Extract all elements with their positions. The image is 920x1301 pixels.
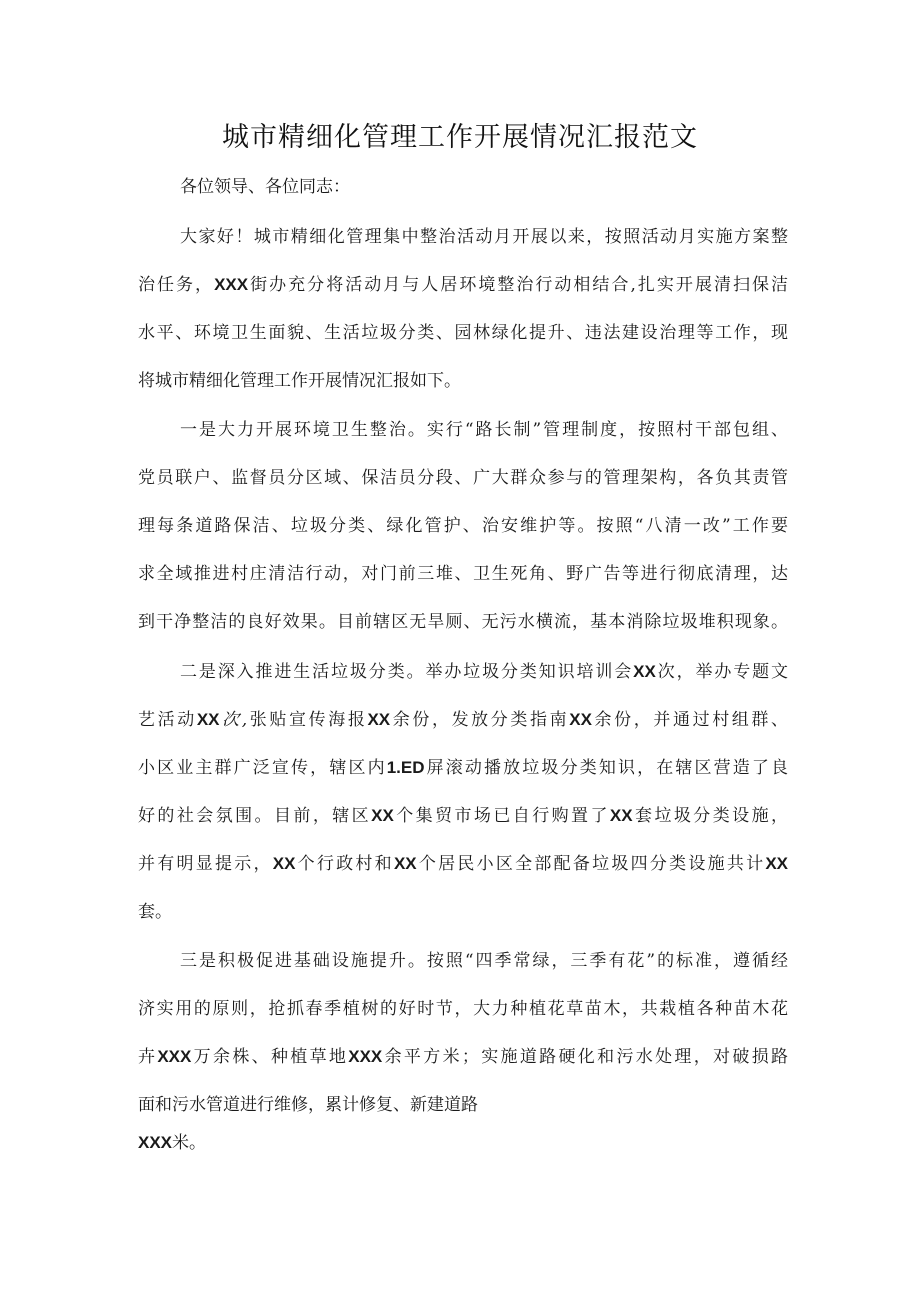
salutation: 各位领导、各位同志： [180,177,350,197]
para2-text: 个集贸市场已自行购置了 [393,806,610,826]
para2-text: 余份，并通过村组群、 [591,710,789,730]
placeholder-value: XX [196,710,220,729]
para2-line-1 [180,657,788,687]
para2-text: 套垃圾分类设施， [632,806,788,826]
para2-line-6: 套。 [138,902,172,922]
para2-line-5 [138,849,788,879]
placeholder-value: XX [609,806,633,825]
para1-line-2: 党员联户、监督员分区域、保洁员分段、广大群众参与的管理架构，各负其责管 [138,468,788,488]
placeholder-value: XXX [138,1133,173,1152]
para2-text: 好的社会氛围。目前，辖区 [138,806,372,826]
para1-line-5: 到干净整洁的良好效果。目前辖区无旱厕、无污水横流，基本消除垃圾堆积现象。 [138,612,788,632]
intro-line-3: 水平、环境卫生面貌、生活垃圾分类、园林绿化提升、违法建设治理等工作，现 [138,323,788,343]
para1-line-3: 理每条道路保洁、垃圾分类、绿化管护、治安维护等。按照“八清一改”工作要 [138,516,788,536]
placeholder-value: XX [272,854,296,873]
intro-text: 街办充分将活动月与人居环境整治行动相结合,扎实开展清扫保洁 [248,275,789,295]
para3-line-5 [138,1128,788,1158]
placeholder-value: XXX [214,275,249,294]
para3-text: 余平方米；实施道路硬化和污水处理，对破损路 [382,1047,789,1067]
placeholder-value: XX [371,806,394,825]
placeholder-value: XX [367,710,391,729]
placeholder-value: XXX [348,1047,383,1066]
intro-text: 治任务， [138,275,215,295]
para3-line-2: 济实用的原则，抢抓春季植树的好时节，大力种植花草苗木，共栽植各种苗木花 [138,999,788,1019]
placeholder-value: XX [393,854,417,873]
para2-line-2 [138,705,788,735]
para3-line-4: 面和污水管道进行维修，累计修复、新建道路 [138,1095,478,1115]
para2-line-3 [138,753,788,783]
placeholder-value: XX [569,710,592,729]
para3-text: 卉 [138,1047,158,1067]
para3-line-3 [138,1042,788,1072]
document-title: 城市精细化管理工作开展情况汇报范文 [222,122,698,153]
placeholder-value: XXX [157,1047,192,1066]
intro-line-1: 大家好！城市精细化管理集中整治活动月开展以来，按照活动月实施方案整 [180,227,788,247]
para3-text: 万余株、种植草地 [191,1047,349,1067]
placeholder-value: 1.ED [386,758,425,777]
para2-text: 艺活动 [138,710,197,730]
para2-text: 个居民小区全部配备垃圾四分类设施共计 [416,854,766,874]
para1-line-1: 一是大力开展环境卫生整治。实行“路长制”管理制度，按照村干部包组、 [180,420,788,440]
para3-line-1: 三是积极促进基础设施提升。按照“四季常绿，三季有花”的标准，遵循经 [180,951,788,971]
para2-text: 余份，发放分类指南 [390,710,570,730]
placeholder-value: XX [765,854,789,873]
intro-line-4: 将城市精细化管理工作开展情况汇报如下。 [138,371,461,391]
para2-text: 小区业主群广泛宣传，辖区内 [138,758,387,778]
para2-text: 次，举办专题文 [655,662,789,682]
placeholder-value: XX [633,662,656,681]
para2-text: 次, [219,710,248,730]
para2-text: 个行政村和 [295,854,394,874]
para1-line-4: 求全域推进村庄清洁行动，对门前三堆、卫生死角、野广告等进行彻底清理，达 [138,564,788,584]
para2-text: 并有明显提示， [138,854,273,874]
para2-text: 二是深入推进生活垃圾分类。举办垃圾分类知识培训会 [180,662,634,682]
para2-text: 屏滚动播放垃圾分类知识，在辖区营造了良 [424,758,789,778]
para2-line-4 [138,801,788,831]
para2-text: 张贴宣传海报 [247,710,368,730]
intro-line-2 [138,270,788,300]
para3-text: 米。 [172,1133,207,1153]
